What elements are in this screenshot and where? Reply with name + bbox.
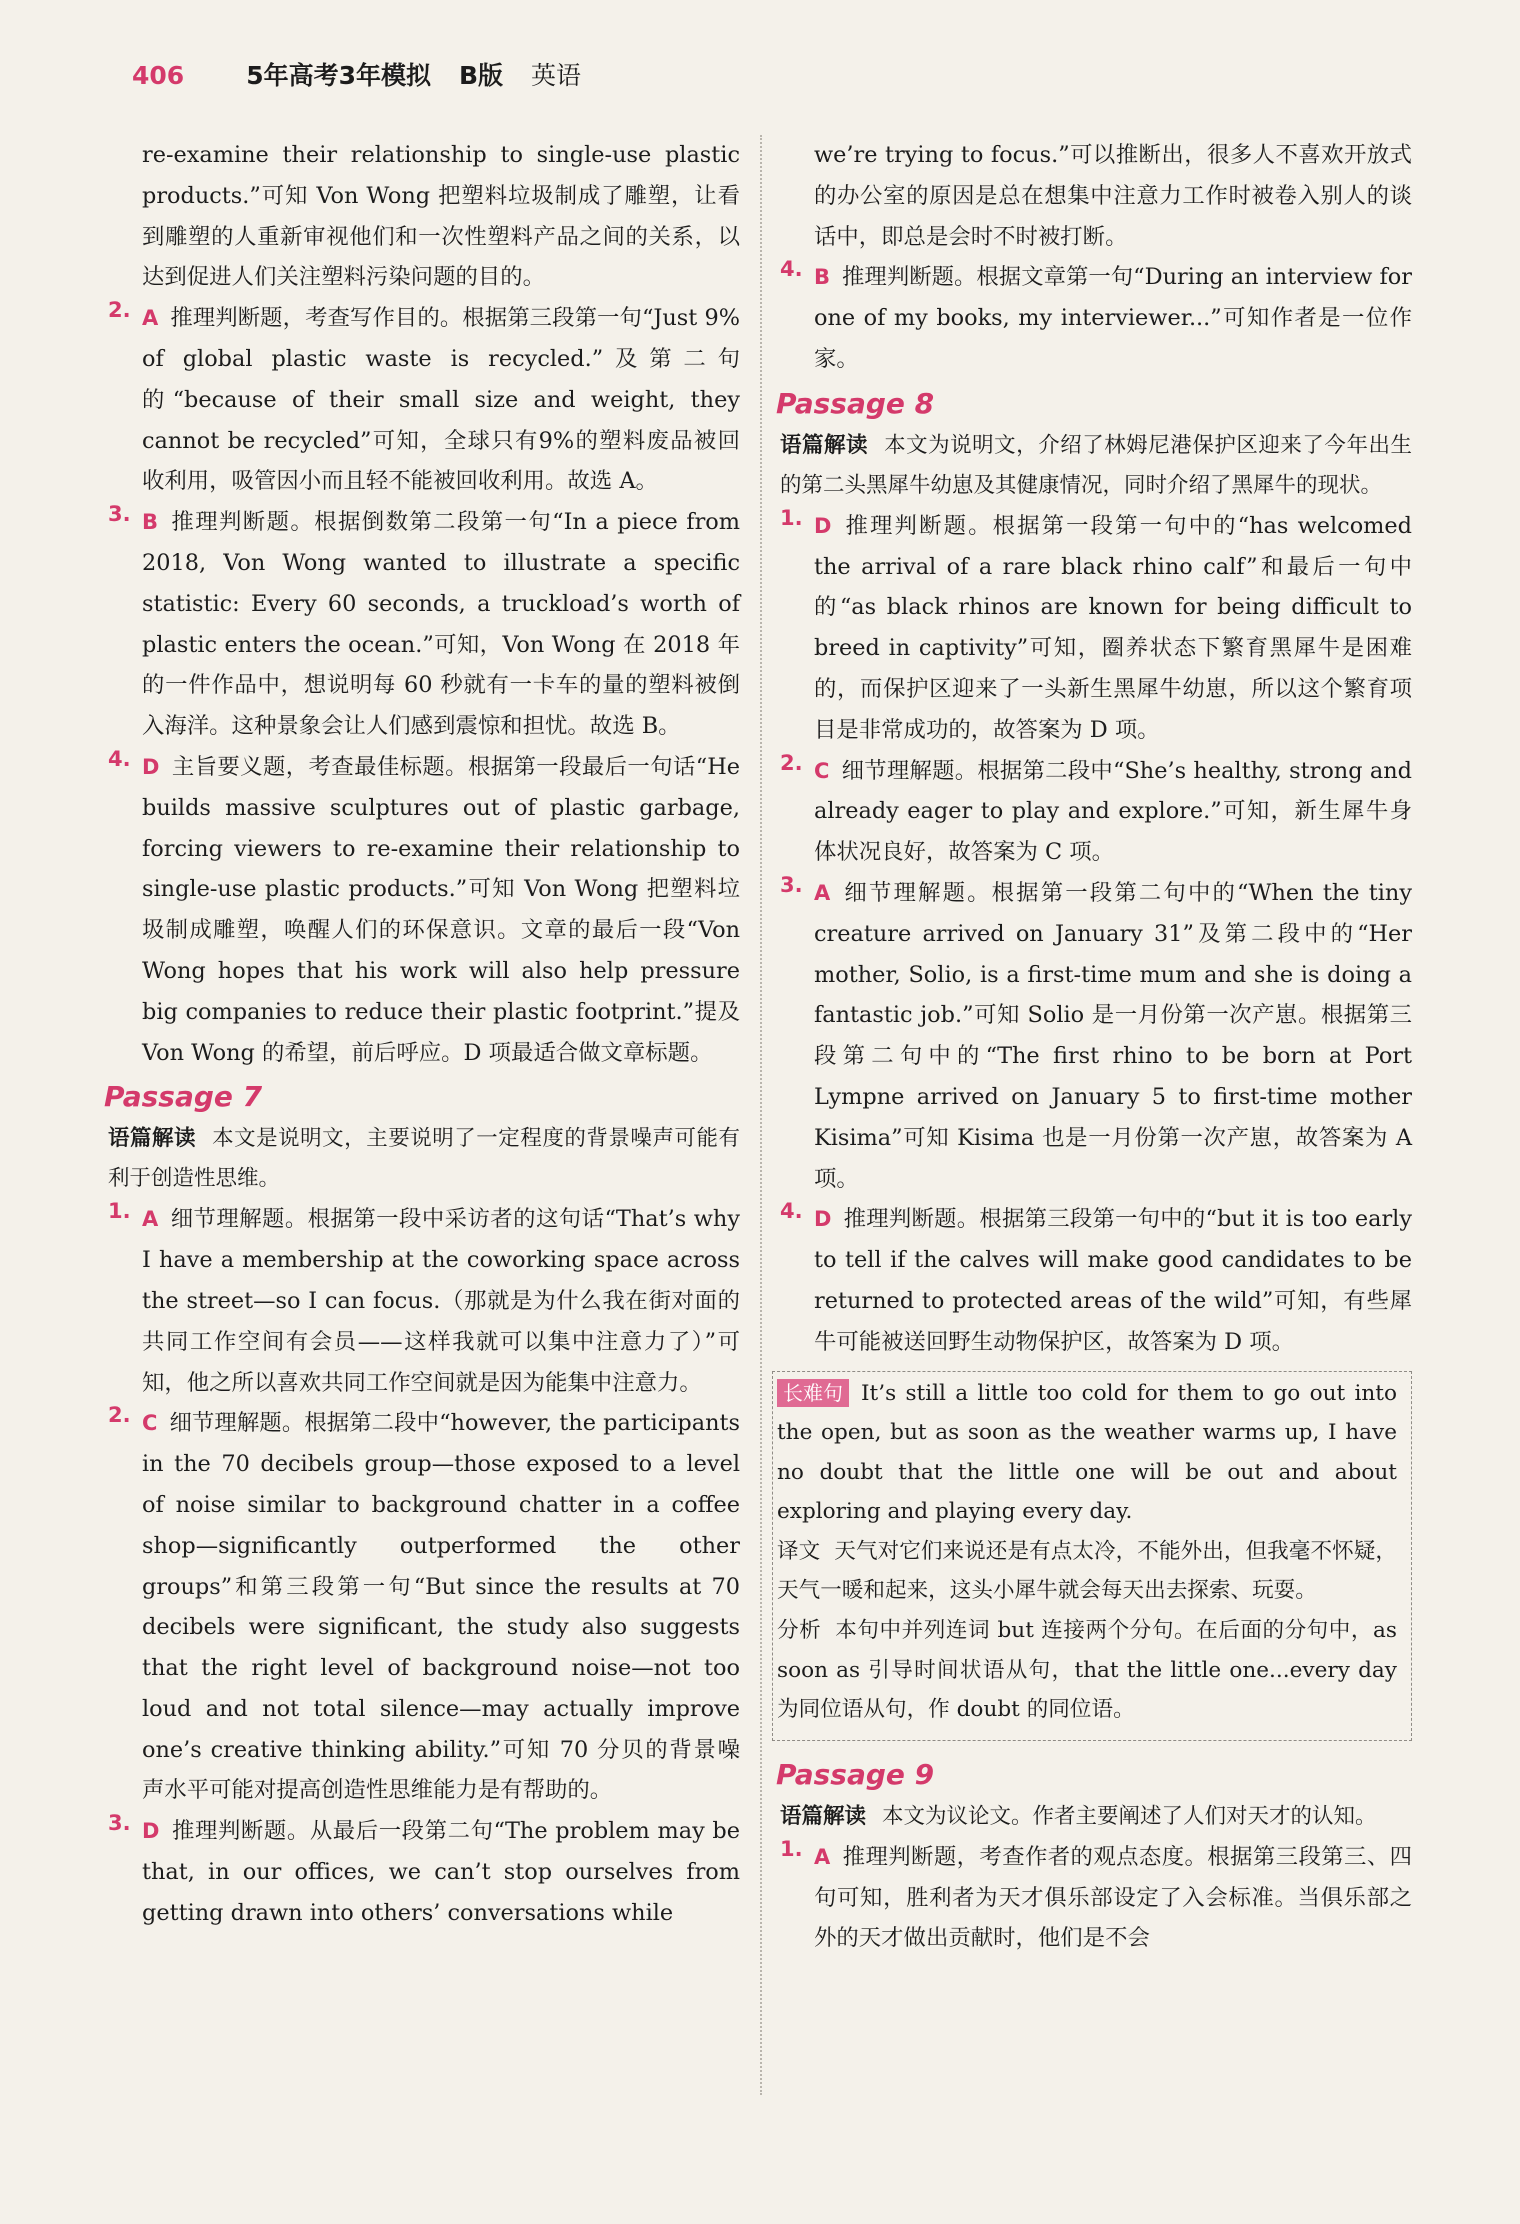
passage-heading: Passage 8 xyxy=(776,386,935,420)
analysis xyxy=(777,1611,1397,1730)
answer-letter: C xyxy=(814,758,830,783)
explanation-text: 推理判断题。根据第三段第一句中的“but it is too early to tell if the calves will make good candidates to be returned to protected areas of the wild”可知，有些犀牛可能被送回野生动物保护区，故答案为 D 项。 xyxy=(814,1206,1412,1355)
explanation-text: 细节理解题。根据第一段中采访者的这句话“That’s why I have a membership at the coworking space across the street—so I can focus.（那就是为什么我在街对面的共同工作空间有会员——这样我就可以集中注意力了）”可知，他之所以喜欢共同工作空间就是因为能集中注意力。 xyxy=(142,1206,740,1396)
answer-item xyxy=(780,1199,1412,1362)
explanation-text: 细节理解题。根据第二段中“however, the participants in the 70 decibels group—those exposed to a level of noise similar to background chatter in a coffee shop—significantly outperformed the other groups”和第三段第一句“But since the results at 70 decibels were significant, the study also suggests that the right level of background noise—not too loud and not total silence—may actually improve one’s creative thinking ability.”可知 70 分贝的背景噪声水平可能对提高创造性思维能力是有帮助的。 xyxy=(142,1410,740,1804)
passage-heading: Passage 9 xyxy=(776,1757,935,1791)
question-number: 1. xyxy=(780,1836,803,1861)
subject-label: 英语 xyxy=(531,61,582,90)
right-column xyxy=(776,135,1412,1959)
answer-letter: D xyxy=(142,754,160,779)
question-number: 3. xyxy=(108,1811,131,1836)
answer-item xyxy=(108,298,740,502)
long-sentence-text: It’s still a little too cold for them to go out into the open, but as soon as the weather warms up, I have no doubt that the little one will be out and about exploring and playing every day. xyxy=(777,1380,1397,1525)
answer-item xyxy=(108,1403,740,1811)
answer-item xyxy=(780,506,1412,751)
explanation-text: 推理判断题。根据第一段第一句中的“has welcomed the arrival of a rare black rhino calf”和最后一句中的“as black rhinos are known for being difficult to breed in captivity”可知，圈养状态下繁育黑犀牛是困难的，而保护区迎来了一头新生黑犀牛幼崽，所以这个繁育项目是非常成功的，故答案为 D 项。 xyxy=(814,512,1412,743)
translation-label: 译文 xyxy=(777,1538,821,1564)
answer-letter: D xyxy=(814,513,832,538)
summary-text: 本文为议论文。作者主要阐述了人们对天才的认知。 xyxy=(882,1803,1377,1829)
explanation-text: 推理判断题，考查写作目的。根据第三段第一句“Just 9% of global plastic waste is recycled.”及第二句的“because of their small size and weight, they cannot be recycled”可知，全球只有9%的塑料废品被回收利用，吸管因小而且轻不能被回收利用。故选 A。 xyxy=(142,305,740,495)
intro-paragraph: re-examine their relationship to single-use plastic products.”可知 Von Wong 把塑料垃圾制成了雕塑，让看到雕塑的人重新审视他们和一次性塑料产品之间的关系，以达到促进人们关注塑料污染问题的目的。 xyxy=(142,142,740,291)
page-number: 406 xyxy=(132,61,185,90)
left-column xyxy=(104,135,740,1934)
question-number: 1. xyxy=(108,1199,131,1224)
passage-heading: Passage 7 xyxy=(104,1080,263,1114)
passage-summary xyxy=(780,1797,1412,1837)
explanation-text: 推理判断题。从最后一段第二句“The problem may be that, in our offices, we can’t stop ourselves from getting drawn into others’ conversations while xyxy=(142,1818,740,1926)
answer-item xyxy=(108,1199,740,1403)
translation xyxy=(777,1532,1397,1611)
explanation-text: 细节理解题。根据第二段中“She’s healthy, strong and already eager to play and explore.”可知，新生犀牛身体状况良好，故答案为 C 项。 xyxy=(814,757,1412,866)
answer-item xyxy=(108,747,740,1073)
passage-summary xyxy=(780,426,1412,506)
answer-letter: D xyxy=(142,1819,160,1844)
question-number: 2. xyxy=(780,750,803,775)
passage-summary xyxy=(108,1119,740,1199)
summary-tag: 语篇解读 xyxy=(108,1126,197,1152)
question-number: 2. xyxy=(108,1403,131,1428)
question-number: 3. xyxy=(108,502,131,527)
answer-letter: A xyxy=(814,880,831,905)
explanation-text: 细节理解题。根据第一段第二句中的“When the tiny creature arrived on January 31”及第二段中的“Her mother, Solio, is a first-time mum and she is doing a fantastic job.”可知 Solio 是一月份第一次产崽。根据第三段第二句中的“The first rhino to be born at Port Lympne arrived on January 5 to first-time mother Kisima”可知 Kisima 也是一月份第一次产崽，故答案为 A 项。 xyxy=(814,879,1412,1192)
translation-text: 天气对它们来说还是有点太冷，不能外出，但我毫不怀疑，天气一暖和起来，这头小犀牛就会每天出去探索、玩耍。 xyxy=(777,1538,1397,1604)
question-number: 4. xyxy=(108,746,131,771)
answer-letter: C xyxy=(142,1411,158,1436)
explanation-text: 主旨要义题，考查最佳标题。根据第一段最后一句话“He builds massive sculptures out of plastic garbage, forcing viewers to re-examine their relationship to single-use plastic products.”可知 Von Wong 把塑料垃圾制成雕塑，唤醒人们的环保意识。文章的最后一段“Von Wong hopes that his work will also help pressure big companies to reduce their plastic footprint.”提及 Von Wong 的希望，前后呼应。D 项最适合做文章标题。 xyxy=(142,753,740,1066)
answer-letter: B xyxy=(142,510,159,535)
answer-item xyxy=(780,257,1412,379)
edition-label: B版 xyxy=(458,61,504,90)
summary-tag: 语篇解读 xyxy=(780,1803,867,1829)
answer-item xyxy=(780,1837,1412,1959)
long-sentence xyxy=(777,1374,1397,1532)
long-sentence-tag: 长难句 xyxy=(777,1379,849,1407)
page-header xyxy=(132,56,581,96)
question-number: 4. xyxy=(780,257,803,282)
explanation-text: 推理判断题，考查作者的观点态度。根据第三段第三、四句可知，胜利者为天才俱乐部设定了入会标准。当俱乐部之外的天才做出贡献时，他们是不会 xyxy=(814,1843,1412,1952)
analysis-text: 本句中并列连词 but 连接两个分句。在后面的分句中，as soon as 引导时间状语从句，that the little one...every day 为同位语从句，作 doubt 的同位语。 xyxy=(777,1618,1397,1723)
answer-letter: A xyxy=(142,306,159,331)
analysis-label: 分析 xyxy=(777,1618,822,1644)
answer-item xyxy=(108,1811,740,1933)
explanation-text: 推理判断题。根据倒数第二段第一句“In a piece from 2018, Von Wong wanted to illustrate a specific statistic: Every 60 seconds, a truckload’s worth of plastic enters the ocean.”可知，Von Wong 在 2018 年的一件作品中，想说明每 60 秒就有一卡车的量的塑料被倒入海洋。这种景象会让人们感到震惊和担忧。故选 B。 xyxy=(142,509,740,740)
book-title: 5年高考3年模拟 xyxy=(246,61,431,90)
long-sentence-box xyxy=(772,1371,1412,1741)
answer-letter: A xyxy=(814,1844,831,1869)
question-number: 4. xyxy=(780,1199,803,1224)
continued-paragraph: we’re trying to focus.”可以推断出，很多人不喜欢开放式的办公室的原因是总在想集中注意力工作时被卷入别人的谈话中，即总是会时不时被打断。 xyxy=(814,142,1412,250)
question-number: 2. xyxy=(108,298,131,323)
summary-text: 本文是说明文，主要说明了一定程度的背景噪声可能有利于创造性思维。 xyxy=(108,1126,740,1192)
answer-item xyxy=(108,502,740,747)
summary-text: 本文为说明文，介绍了林姆尼港保护区迎来了今年出生的第二头黑犀牛幼崽及其健康情况，同时介绍了黑犀牛的现状。 xyxy=(780,432,1412,498)
answer-item xyxy=(780,751,1412,873)
answer-letter: B xyxy=(814,265,831,290)
answer-letter: D xyxy=(814,1207,832,1232)
answer-item xyxy=(780,873,1412,1199)
question-number: 1. xyxy=(780,505,803,530)
explanation-text: 推理判断题。根据文章第一句“During an interview for one of my books, my interviewer...”可知作者是一位作家。 xyxy=(814,264,1412,372)
column-divider xyxy=(760,135,762,2095)
summary-tag: 语篇解读 xyxy=(780,432,869,458)
answer-letter: A xyxy=(142,1207,159,1232)
question-number: 3. xyxy=(780,872,803,897)
